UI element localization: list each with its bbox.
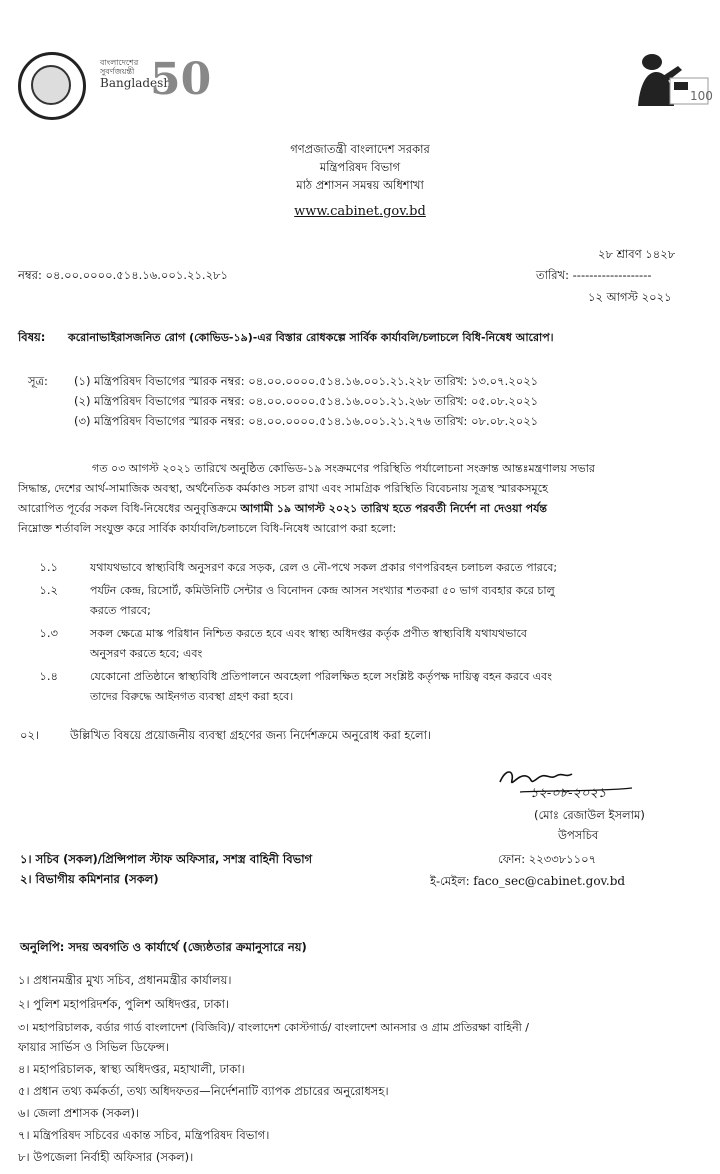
signature-date: ১২-০৮-২০২১ (530, 786, 607, 801)
date-bangla: ২৮ শ্রাবণ ১৪২৮ (598, 247, 676, 261)
mujib-100-portrait-icon (628, 48, 713, 106)
condition-text: যথাযথভাবে স্বাস্থ্যবিধি অনুসরণ করে সড়ক, রেল ও নৌ-পথে সকল প্রকার গণপরিবহন চলাচল করতে পারবে; (90, 561, 558, 574)
website-link[interactable]: www.cabinet.gov.bd (294, 204, 426, 219)
copy-item: ৩। মহাপরিচালক, বর্ডার গার্ড বাংলাদেশ (বিজিবি)/ বাংলাদেশ কোস্টগার্ড/ বাংলাদেশ আনসার ও গ্রাম প্রতিরক্ষা বাহিনী / (18, 1021, 529, 1034)
signer-designation: উপসচিব (558, 828, 599, 842)
copy-item: ৮। উপজেলা নির্বাহী অফিসার (সকল)। (18, 1150, 194, 1164)
email-label: ই-মেইল: (430, 874, 474, 888)
condition-number: ১.৩ (39, 626, 58, 640)
para2-text: উল্লিখিত বিষয়ে প্রয়োজনীয় ব্যবস্থা গ্রহণের জন্য নির্দেশক্রমে অনুরোধ করা হলো। (70, 728, 432, 742)
copy-item: ৬। জেলা প্রশাসক (সকল)। (18, 1106, 140, 1120)
map-emblem-icon (31, 65, 71, 105)
logo-country-text: Bangladesh (100, 76, 172, 90)
reference-item-3: (৩) মন্ত্রিপরিষদ বিভাগের স্মারক নম্বর: ০৪.০০.০০০০.৫১৪.১৬.০০১.২১.২৭৬ তারিখ: ০৮.০৮.২০২১ (74, 414, 539, 428)
body-line-3-bold: আগামী ১৯ আগস্ট ২০২১ তারিখ হতে পরবর্তী নির্দেশ না দেওয়া পর্যন্ত (240, 502, 548, 515)
signer-phone: ফোন: ২২৩৩৮১১০৭ (498, 852, 597, 866)
logo-small-text-1: বাংলাদেশের (100, 58, 139, 67)
body-line-3-normal: আরোপিত পূর্বের সকল বিধি-নিষেধের অনুবৃত্তিক্রমে (18, 502, 241, 515)
reference-item-1: (১) মন্ত্রিপরিষদ বিভাগের স্মারক নম্বর: ০৪.০০.০০০০.৫১৪.১৬.০০১.২১.২২৮ তারিখ: ১৩.০৭.২০২১ (74, 374, 539, 388)
body-line-1: গত ০৩ আগস্ট ২০২১ তারিখে অনুষ্ঠিত কোভিড-১৯ সংক্রমণের পরিস্থিতি পর্যালোচনা সংক্রান্ত আন্তঃমন্ত্রণালয় সভার (92, 462, 595, 475)
memo-number: নম্বর: ০৪.০০.০০০০.৫১৪.১৬.০০১.২১.২৮১ (18, 268, 228, 282)
org-line-3: মাঠ প্রশাসন সমন্বয় অধিশাখা (296, 178, 424, 192)
condition-text-cont: তাদের বিরুদ্ধে আইনগত ব্যবস্থা গ্রহণ করা হবে। (90, 690, 294, 703)
reference-item-2: (২) মন্ত্রিপরিষদ বিভাগের স্মারক নম্বর: ০৪.০০.০০০০.৫১৪.১৬.০০১.২১.২৬৮ তারিখ: ০৫.০৮.২০২১ (74, 394, 539, 408)
subject-label: বিষয়: (18, 330, 46, 344)
copy-item: ৫। প্রধান তথ্য কর্মকর্তা, তথ্য অধিদফতর—নির্দেশনাটি ব্যাপক প্রচারের অনুরোধসহ। (18, 1084, 389, 1098)
copy-item: ২। পুলিশ মহাপরিদর্শক, পুলিশ অধিদপ্তর, ঢাকা। (18, 997, 230, 1011)
body-line-3 (18, 501, 547, 516)
date-label: তারিখ: ------------------- (536, 268, 652, 282)
para2-number: ০২। (20, 728, 40, 742)
government-seal (18, 52, 86, 120)
copy-item-cont: ফায়ার সার্ভিস ও সিভিল ডিফেন্স। (18, 1040, 169, 1054)
copy-item: ৪। মহাপরিচালক, স্বাস্থ্য অধিদপ্তর, মহাখালী, ঢাকা। (18, 1062, 245, 1076)
condition-text-cont: করতে পারবে; (90, 604, 151, 617)
subject-text: করোনাভাইরাসজনিত রোগ (কোভিড-১৯)-এর বিস্তার রোধকল্পে সার্বিক কার্যাবলি/চলাচলে বিধি-নিষেধ আরোপ। (68, 331, 554, 344)
condition-number: ১.১ (39, 560, 58, 574)
logo-small-text-2: সুবর্ণজয়ন্তী (100, 67, 135, 76)
condition-text-cont: অনুসরণ করতে হবে; এবং (90, 647, 203, 660)
signer-name: (মোঃ রেজাউল ইসলাম) (534, 808, 645, 822)
org-line-2: মন্ত্রিপরিষদ বিভাগ (319, 160, 401, 174)
email-link[interactable]: faco_sec@cabinet.gov.bd (473, 874, 626, 888)
logo-number-50: 50 (150, 54, 212, 105)
body-line-2: সিদ্ধান্ত, দেশের আর্থ-সামাজিক অবস্থা, অর্থনৈতিক কর্মকাণ্ড সচল রাখা এবং সামগ্রিক পরিস্থিতি বিবেচনায় সূত্রস্থ স্মারকসমূহে (18, 482, 548, 495)
condition-text: যেকোনো প্রতিষ্ঠানে স্বাস্থ্যবিধি প্রতিপালনে অবহেলা পরিলক্ষিত হলে সংশ্লিষ্ট কর্তৃপক্ষ দায়িত্ব বহন করবে এবং (90, 670, 553, 683)
body-line-4: নিম্নোক্ত শর্তাবলি সংযুক্ত করে সার্বিক কার্যাবলি/চলাচলে বিধি-নিষেধ আরোপ করা হলো: (18, 522, 397, 535)
copy-item: ১। প্রধানমন্ত্রীর মুখ্য সচিব, প্রধানমন্ত্রীর কার্যালয়। (18, 973, 232, 987)
condition-text: পর্যটন কেন্দ্র, রিসোর্ট, কমিউনিটি সেন্টার ও বিনোদন কেন্দ্র আসন সংখ্যার শতকরা ৫০ ভাগ ব্যবহার করে চালু (90, 584, 555, 597)
copy-heading: অনুলিপি: সদয় অবগতি ও কার্যার্থে (জ্যেষ্ঠতার ক্রমানুসারে নয়) (20, 940, 307, 954)
condition-number: ১.৪ (39, 669, 58, 683)
org-line-1: গণপ্রজাতন্ত্রী বাংলাদেশ সরকার (290, 142, 430, 156)
recipient-1: ১। সচিব (সকল)/প্রিন্সিপাল স্টাফ অফিসার, সশস্ত্র বাহিনী বিভাগ (20, 852, 313, 866)
copy-item: ৭। মন্ত্রিপরিষদ সচিবের একান্ত সচিব, মন্ত্রিপরিষদ বিভাগ। (18, 1128, 270, 1142)
svg-text:100: 100 (690, 89, 713, 103)
recipient-2: ২। বিভাগীয় কমিশনার (সকল) (20, 872, 159, 886)
condition-number: ১.২ (39, 583, 58, 597)
date-english: ১২ আগস্ট ২০২১ (588, 290, 672, 304)
condition-text: সকল ক্ষেত্রে মাস্ক পরিধান নিশ্চিত করতে হবে এবং স্বাস্থ্য অধিদপ্তর কর্তৃক প্রণীত স্বাস্থ্যবিধি যথাযথভাবে (90, 627, 528, 640)
references-label: সূত্র: (28, 374, 48, 388)
